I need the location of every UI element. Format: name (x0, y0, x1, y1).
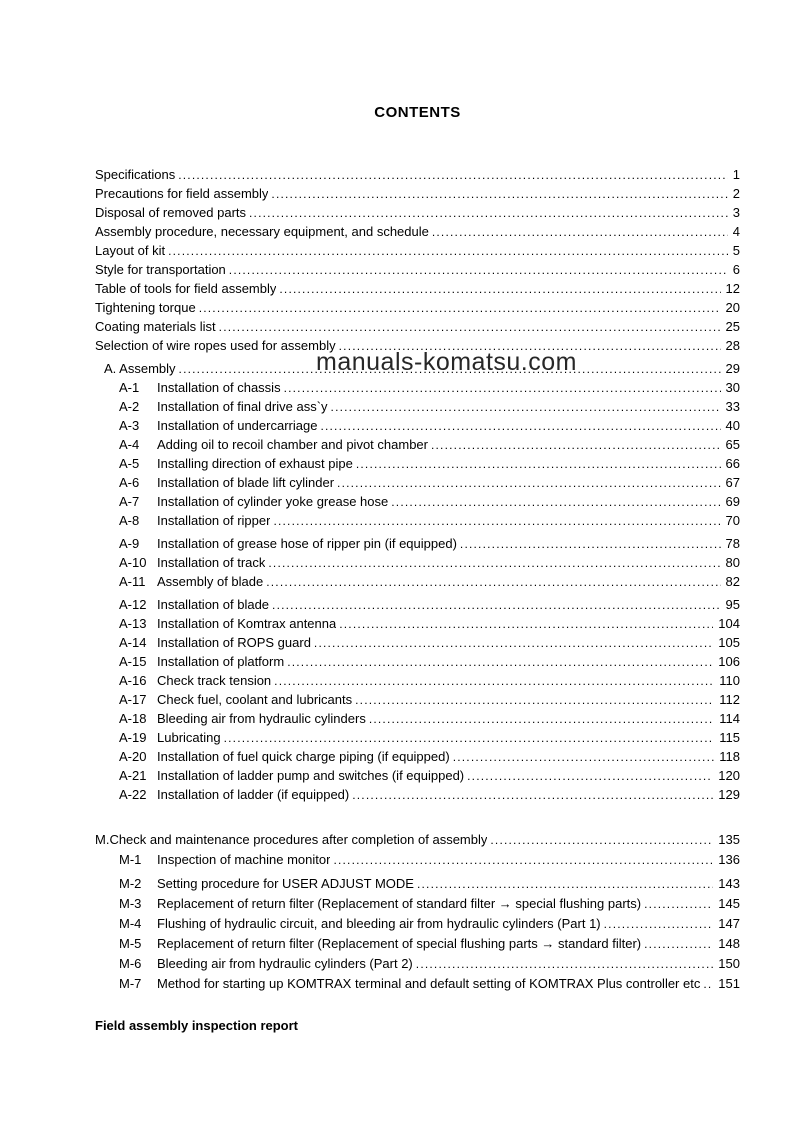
toc-leader-dots (273, 511, 720, 531)
toc-leader-dots (320, 416, 720, 436)
toc-leader-dots (417, 874, 713, 894)
toc-row (95, 279, 740, 298)
toc-leader-dots (391, 492, 720, 512)
toc-entry-page: 150 (718, 956, 740, 971)
toc-entry-label: A-11 (119, 574, 146, 589)
toc-entry-label: A-22 (119, 787, 147, 802)
toc-entry-title: Installation of final drive ass`y (157, 399, 328, 414)
toc-entry-page: 33 (725, 399, 740, 414)
toc-row (95, 954, 740, 974)
toc-entry-title: Installation of ladder pump and switches (if equipped) (157, 768, 465, 783)
toc-entry-page: 104 (718, 616, 740, 631)
toc-entry-title: Method for starting up KOMTRAX terminal and default setting of KOMTRAX Plus controller etc (157, 976, 701, 991)
toc-entry-label: M-4 (119, 916, 142, 931)
toc-leader-dots (337, 473, 720, 493)
toc-entry-title: Installation of undercarriage (157, 418, 318, 433)
toc-entry-title: Installation of ladder (if equipped) (157, 787, 350, 802)
toc-row (95, 747, 740, 766)
toc-entry-page: 65 (725, 437, 740, 452)
toc-entry-title: Selection of wire ropes used for assembly (95, 338, 336, 353)
toc-row (95, 397, 740, 416)
toc-entry-page: 69 (725, 494, 740, 509)
toc-entry-label: A-5 (119, 456, 140, 471)
toc-entry-page: 145 (718, 896, 740, 911)
toc-row (95, 553, 740, 572)
toc-leader-dots (453, 747, 715, 767)
toc-entry-label: M-6 (119, 956, 142, 971)
toc-entry-title: Check fuel, coolant and lubricants (157, 692, 353, 707)
toc-row (95, 165, 740, 184)
toc-entry-label: A-2 (119, 399, 140, 414)
toc-entry-title: Specifications (95, 167, 176, 182)
toc-section (95, 359, 740, 804)
toc-leader-dots (467, 766, 713, 786)
toc-leader-dots (168, 241, 728, 261)
toc-entry-label: A-14 (119, 635, 147, 650)
toc-leader-dots (268, 553, 720, 573)
toc-entry-title: Setting procedure for USER ADJUST MODE (157, 876, 414, 891)
toc-entry-page: 78 (725, 536, 740, 551)
toc-entry-title: Installing direction of exhaust pipe (157, 456, 353, 471)
toc-entry-title: A. Assembly (104, 361, 176, 376)
toc-entry-title: Installation of fuel quick charge piping (if equipped) (157, 749, 450, 764)
toc-entry-page: 25 (725, 319, 740, 334)
toc-row (95, 473, 740, 492)
toc-row (95, 728, 740, 747)
toc-entry-page: 115 (719, 730, 740, 745)
toc-entry-page: 66 (725, 456, 740, 471)
toc-entry-page: 3 (732, 205, 740, 220)
toc-entry-label: A-15 (119, 654, 147, 669)
toc-row (95, 934, 740, 954)
toc-row (95, 709, 740, 728)
toc-entry-title: Style for transportation (95, 262, 226, 277)
toc-entry-page: 136 (718, 852, 740, 867)
toc-row (95, 203, 740, 222)
toc-row (95, 241, 740, 260)
toc-entry-title: Bleeding air from hydraulic cylinders (Part 2) (157, 956, 413, 971)
toc-row (95, 614, 740, 633)
toc-entry-page: 106 (718, 654, 740, 669)
toc-leader-dots (431, 435, 721, 455)
toc-entry-title: Layout of kit (95, 243, 166, 258)
toc-entry-title: Assembly of blade (157, 574, 264, 589)
toc-row (95, 690, 740, 709)
toc-row (95, 974, 740, 994)
toc-entry-title: Installation of ripper (157, 513, 271, 528)
toc-entry-page: 114 (719, 711, 740, 726)
toc-entry-title: Installation of blade (157, 597, 270, 612)
toc-entry-label: A-21 (119, 768, 147, 783)
toc-entry-title: Replacement of return filter (Replacement of special flushing parts → standard filter) (157, 936, 642, 951)
toc-leader-dots (287, 652, 713, 672)
toc-leader-dots (604, 914, 714, 934)
toc-top-list (95, 165, 740, 355)
toc-entry-title: Installation of chassis (157, 380, 281, 395)
toc-entry-title: Installation of ROPS guard (157, 635, 311, 650)
toc-row (95, 435, 740, 454)
toc-leader-dots (339, 614, 713, 634)
toc-entry-label: A-3 (119, 418, 140, 433)
toc-leader-dots (314, 633, 713, 653)
toc-entry-label: A-1 (119, 380, 140, 395)
toc-entry-label: A-12 (119, 597, 147, 612)
toc-entry-page: 118 (719, 749, 740, 764)
toc-entry-page: 151 (718, 976, 740, 991)
toc-section (95, 830, 740, 994)
toc-entry-page: 20 (725, 300, 740, 315)
toc-entry-title: Inspection of machine monitor (157, 852, 331, 867)
toc-entry-page: 1 (732, 167, 740, 182)
toc-entry-page: 5 (732, 243, 740, 258)
toc-entry-page: 67 (725, 475, 740, 490)
toc-leader-dots (279, 279, 720, 299)
toc-leader-dots (199, 298, 721, 318)
toc-leader-dots (229, 260, 728, 280)
toc-entry-page: 82 (725, 574, 740, 589)
toc-entry-page: 129 (718, 787, 740, 802)
toc-content (95, 104, 740, 1033)
toc-leader-dots (703, 974, 713, 994)
toc-entry-label: A-9 (119, 536, 140, 551)
toc-leader-dots (178, 165, 728, 185)
toc-leader-dots (271, 184, 727, 204)
toc-entry-title: Installation of platform (157, 654, 285, 669)
toc-row (95, 572, 740, 591)
toc-entry-page: 2 (732, 186, 740, 201)
toc-entry-title: Installation of grease hose of ripper pin (if equipped) (157, 536, 457, 551)
toc-leader-dots (416, 954, 714, 974)
toc-entry-label: A-16 (119, 673, 147, 688)
toc-row (95, 534, 740, 553)
toc-entry-title: Installation of blade lift cylinder (157, 475, 335, 490)
toc-row (95, 671, 740, 690)
toc-row (95, 595, 740, 614)
toc-leader-dots (355, 690, 714, 710)
toc-entry-title: Installation of cylinder yoke grease hose (157, 494, 389, 509)
toc-row (95, 298, 740, 317)
toc-entry-page: 29 (725, 361, 740, 376)
toc-entry-page: 30 (725, 380, 740, 395)
toc-entry-page: 6 (732, 262, 740, 277)
toc-leader-dots (284, 378, 721, 398)
toc-row (95, 914, 740, 934)
toc-row (95, 785, 740, 804)
toc-entry-title: Installation of Komtrax antenna (157, 616, 337, 631)
toc-leader-dots (266, 572, 720, 592)
toc-entry-page: 105 (718, 635, 740, 650)
toc-entry-title: Lubricating (157, 730, 221, 745)
toc-entry-page: 40 (725, 418, 740, 433)
toc-entry-label: A-18 (119, 711, 147, 726)
toc-leader-dots (219, 317, 721, 337)
toc-entry-label: M-7 (119, 976, 142, 991)
toc-row (95, 511, 740, 530)
toc-entry-page: 110 (719, 673, 740, 688)
toc-entry-label: A-17 (119, 692, 147, 707)
footer-heading: Field assembly inspection report (95, 1018, 298, 1033)
toc-entry-label: M-5 (119, 936, 142, 951)
toc-leader-dots (224, 728, 715, 748)
toc-row (95, 766, 740, 785)
toc-entry-title: Precautions for field assembly (95, 186, 269, 201)
toc-row (95, 492, 740, 511)
toc-leader-dots (356, 454, 721, 474)
toc-entry-title: Tightening torque (95, 300, 196, 315)
toc-leader-dots (432, 222, 728, 242)
toc-entry-title: Table of tools for field assembly (95, 281, 277, 296)
toc-entry-page: 95 (725, 597, 740, 612)
toc-leader-dots (644, 894, 713, 914)
toc-entry-label: M-1 (119, 852, 142, 867)
toc-entry-page: 135 (718, 832, 740, 847)
toc-entry-label: A-10 (119, 555, 147, 570)
toc-entry-label: A-6 (119, 475, 140, 490)
toc-leader-dots (331, 397, 721, 417)
toc-entry-label: M-2 (119, 876, 142, 891)
toc-row (95, 317, 740, 336)
toc-entry-title: Installation of track (157, 555, 266, 570)
toc-entry-page: 120 (718, 768, 740, 783)
toc-entry-label: A-4 (119, 437, 140, 452)
toc-entry-page: 70 (725, 513, 740, 528)
toc-entry-title: Check track tension (157, 673, 272, 688)
toc-leader-dots (352, 785, 713, 805)
toc-row (95, 633, 740, 652)
toc-entry-title: Disposal of removed parts (95, 205, 247, 220)
toc-leader-dots (644, 934, 713, 954)
toc-entry-title: Adding oil to recoil chamber and pivot chamber (157, 437, 428, 452)
toc-entry-title: Bleeding air from hydraulic cylinders (157, 711, 366, 726)
toc-row (95, 184, 740, 203)
toc-entry-page: 4 (732, 224, 740, 239)
toc-row (95, 830, 740, 850)
toc-entry-page: 147 (718, 916, 740, 931)
toc-entry-title: Flushing of hydraulic circuit, and bleeding air from hydraulic cylinders (Part 1) (157, 916, 601, 931)
watermark-text: manuals-komatsu.com (316, 348, 577, 376)
toc-leader-dots (460, 534, 721, 554)
toc-row (95, 850, 740, 870)
toc-entry-label: A-8 (119, 513, 140, 528)
toc-entry-page: 12 (725, 281, 740, 296)
toc-row (95, 894, 740, 914)
toc-leader-dots (272, 595, 721, 615)
toc-leader-dots (490, 830, 713, 850)
toc-entry-label: A-19 (119, 730, 147, 745)
toc-entry-title: M.Check and maintenance procedures after completion of assembly (95, 832, 488, 847)
toc-entry-page: 112 (719, 692, 740, 707)
toc-entry-label: M-3 (119, 896, 142, 911)
page-title: CONTENTS (374, 104, 461, 121)
toc-entry-label: A-7 (119, 494, 140, 509)
toc-entry-title: Coating materials list (95, 319, 216, 334)
toc-entry-page: 143 (718, 876, 740, 891)
toc-entry-label: A-20 (119, 749, 147, 764)
toc-leader-dots (249, 203, 728, 223)
toc-row (95, 260, 740, 279)
toc-entry-title: Replacement of return filter (Replacement of standard filter → special flushing parts) (157, 896, 642, 911)
toc-leader-dots (333, 850, 713, 870)
toc-row (95, 652, 740, 671)
toc-row (95, 378, 740, 397)
toc-sections (95, 359, 740, 994)
toc-entry-page: 148 (718, 936, 740, 951)
toc-row (95, 874, 740, 894)
toc-leader-dots (274, 671, 714, 691)
toc-entry-label: A-13 (119, 616, 147, 631)
toc-entry-title: Assembly procedure, necessary equipment, and schedule (95, 224, 429, 239)
toc-entry-page: 80 (725, 555, 740, 570)
toc-row (95, 416, 740, 435)
toc-row (95, 454, 740, 473)
toc-leader-dots (369, 709, 714, 729)
toc-entry-page: 28 (725, 338, 740, 353)
toc-row (95, 222, 740, 241)
